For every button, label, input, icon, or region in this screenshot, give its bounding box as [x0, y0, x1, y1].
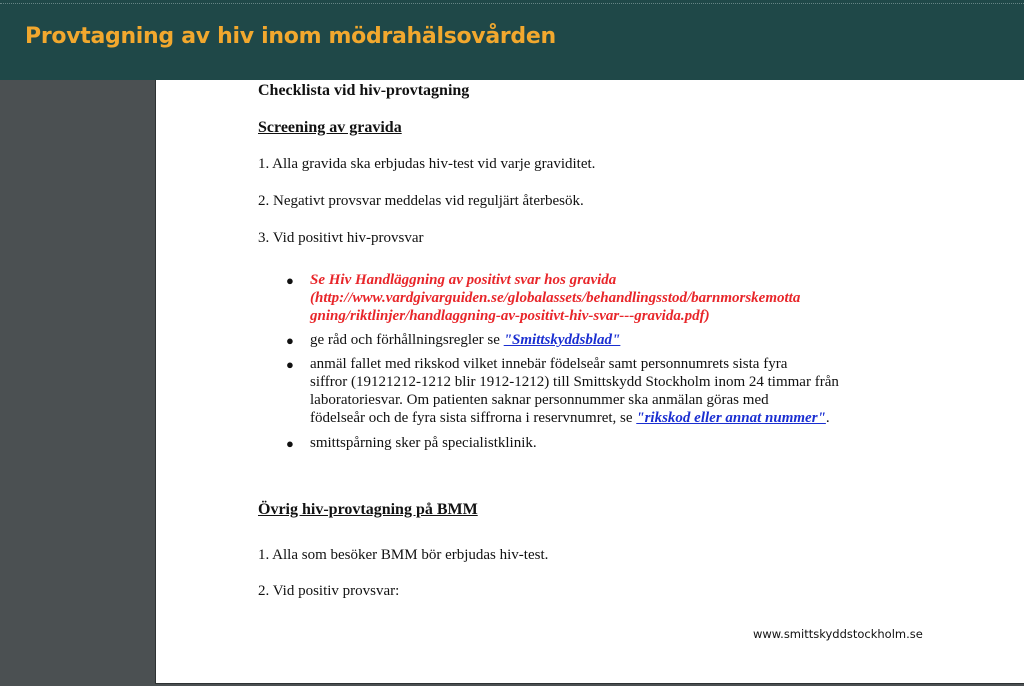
bullet-item-smittsparning [310, 434, 918, 452]
list-item: 2. Vid positiv provsvar: [258, 583, 400, 599]
bullet-text: ge råd och förhållningsregler se [310, 332, 504, 348]
document-title: Checklista vid hiv-provtagning [258, 82, 470, 99]
rikskod-link[interactable]: "rikskod eller annat nummer" [636, 410, 826, 426]
bullet-text: födelseår och de fyra sista siffrorna i reservnumret, se [310, 410, 637, 426]
bullet-marker: ● [286, 333, 294, 348]
document-page [155, 80, 1024, 684]
bullet-text: siffror (19121212-1212 blir 1912-1212) till Smittskydd Stockholm inom 24 timmar från [310, 374, 839, 390]
smittskyddsblad-link[interactable]: "Smittskyddsblad" [503, 332, 621, 348]
bullet-text: smittspårning sker på specialistklinik. [310, 435, 537, 451]
page-title: Provtagning av hiv inom mödrahälsovården [25, 24, 556, 49]
bullet-item-smittskyddsblad [310, 331, 918, 349]
bullet-text: laboratoriesvar. Om patienten saknar personnummer ska anmälan göras med [310, 392, 769, 408]
header-dotted-border [0, 3, 1024, 5]
list-item: 1. Alla som besöker BMM bör erbjudas hiv-test. [258, 547, 549, 563]
handlaggning-link-line[interactable]: Se Hiv Handläggning av positivt svar hos gravida [310, 272, 617, 288]
bullet-text: anmäl fallet med rikskod vilket innebär födelseår samt personnumrets sista fyra [310, 356, 788, 372]
footer-url: www.smittskyddstockholm.se [753, 627, 923, 641]
list-item: 3. Vid positivt hiv-provsvar [258, 230, 424, 246]
handlaggning-link-url[interactable]: (http://www.vardgivarguiden.se/globalassets/behandlingsstod/barnmorskemotta [310, 290, 801, 306]
header-bar [0, 0, 1024, 80]
list-item: 2. Negativt provsvar meddelas vid reguljärt återbesök. [258, 193, 584, 209]
left-sidebar [0, 80, 155, 686]
section-heading-ovrig: Övrig hiv-provtagning på BMM [258, 501, 478, 518]
list-item: 1. Alla gravida ska erbjudas hiv-test vid varje graviditet. [258, 156, 596, 172]
bullet-item-handlaggning[interactable] [310, 271, 918, 325]
bullet-text: . [825, 410, 830, 426]
section-heading-screening: Screening av gravida [258, 119, 402, 136]
bullet-item-anmal [310, 355, 918, 427]
bullet-marker: ● [286, 273, 294, 288]
handlaggning-link-url[interactable]: gning/riktlinjer/handlaggning-av-positivt-hiv-svar---gravida.pdf) [310, 308, 710, 324]
bullet-marker: ● [286, 357, 294, 372]
bullet-marker: ● [286, 436, 294, 451]
